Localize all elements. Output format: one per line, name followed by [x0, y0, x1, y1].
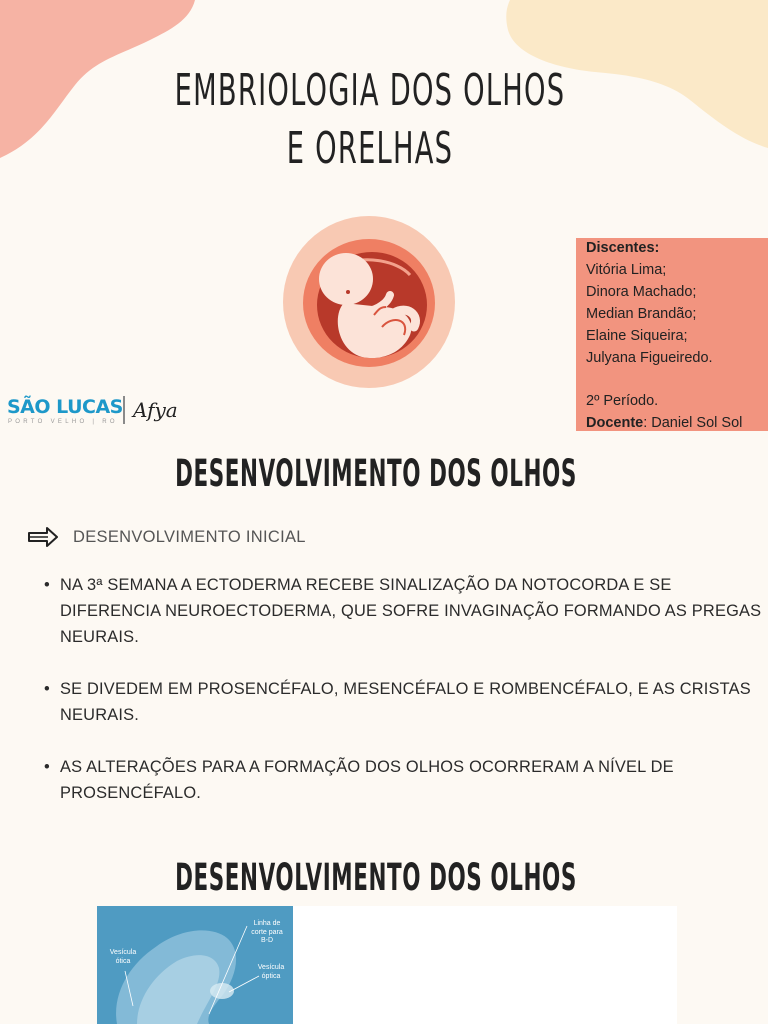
arrow-right-icon [27, 527, 59, 547]
bullet-text: SE DIVEDEM EM PROSENCÉFALO, MESENCÉFALO E ROMBENCÉFALO, E AS CRISTAS NEURAIS. [60, 680, 751, 724]
embryo-illustration [282, 215, 456, 389]
student-name: Vitória Lima; [586, 261, 667, 278]
student-name: Julyana Figueiredo. [586, 349, 713, 366]
bullet-text: AS ALTERAÇÕES PARA A FORMAÇÃO DOS OLHOS OCORRERAM A NÍVEL DE PROSENCÉFALO. [60, 758, 674, 802]
list-item [44, 754, 764, 806]
docente-label: Docente [586, 415, 644, 432]
label-vesicula-optica: Vesícula óptica [257, 964, 285, 980]
label-cut-line: Linha de corte para B-D [251, 920, 283, 944]
page-title [141, 62, 600, 178]
bullet-dot: • [44, 758, 50, 776]
micrograph-image [97, 906, 293, 1024]
sao-lucas-logo-subtitle: PORTO VELHO | RO [8, 419, 118, 425]
section-heading: DESENVOLVIMENTO DOS OLHOS [175, 452, 577, 495]
discentes-label: Discentes: [586, 240, 660, 256]
label-vesicula-otica: Vesícula ótica [109, 949, 137, 965]
title-line-2: E ORELHAS [286, 123, 454, 174]
sao-lucas-logo-text: SÃO LUCAS [7, 396, 123, 418]
period-text: 2º Período. [586, 393, 659, 410]
bullet-text: NA 3ª SEMANA A ECTODERMA RECEBE SINALIZAÇÃO DA NOTOCORDA E SE DIFERENCIA NEUROECTODERMA, QUE SOFRE INVAGINAÇÃO FORMANDO AS PREGAS NEURAIS. [60, 576, 762, 646]
subheading-label: DESENVOLVIMENTO INICIAL [73, 528, 306, 546]
student-name: Elaine Siqueira; [586, 327, 688, 344]
list-item [44, 572, 764, 650]
bullet-dot: • [44, 680, 50, 698]
list-item [44, 676, 764, 728]
bullet-dot: • [44, 576, 50, 594]
student-name: Dinora Machado; [586, 283, 697, 300]
logo-divider [123, 396, 125, 424]
student-name: Median Brandão; [586, 305, 697, 322]
embryo-micrograph-figure [97, 906, 677, 1024]
section-heading-2: DESENVOLVIMENTO DOS OLHOS [175, 856, 577, 899]
title-line-1: EMBRIOLOGIA DOS OLHOS [174, 65, 566, 116]
credits-panel [576, 238, 768, 431]
bullet-list [44, 572, 764, 806]
docente-name: : Daniel Sol Sol [643, 415, 743, 432]
docente-line [586, 413, 768, 435]
afya-logo-text: Afya [133, 398, 178, 422]
